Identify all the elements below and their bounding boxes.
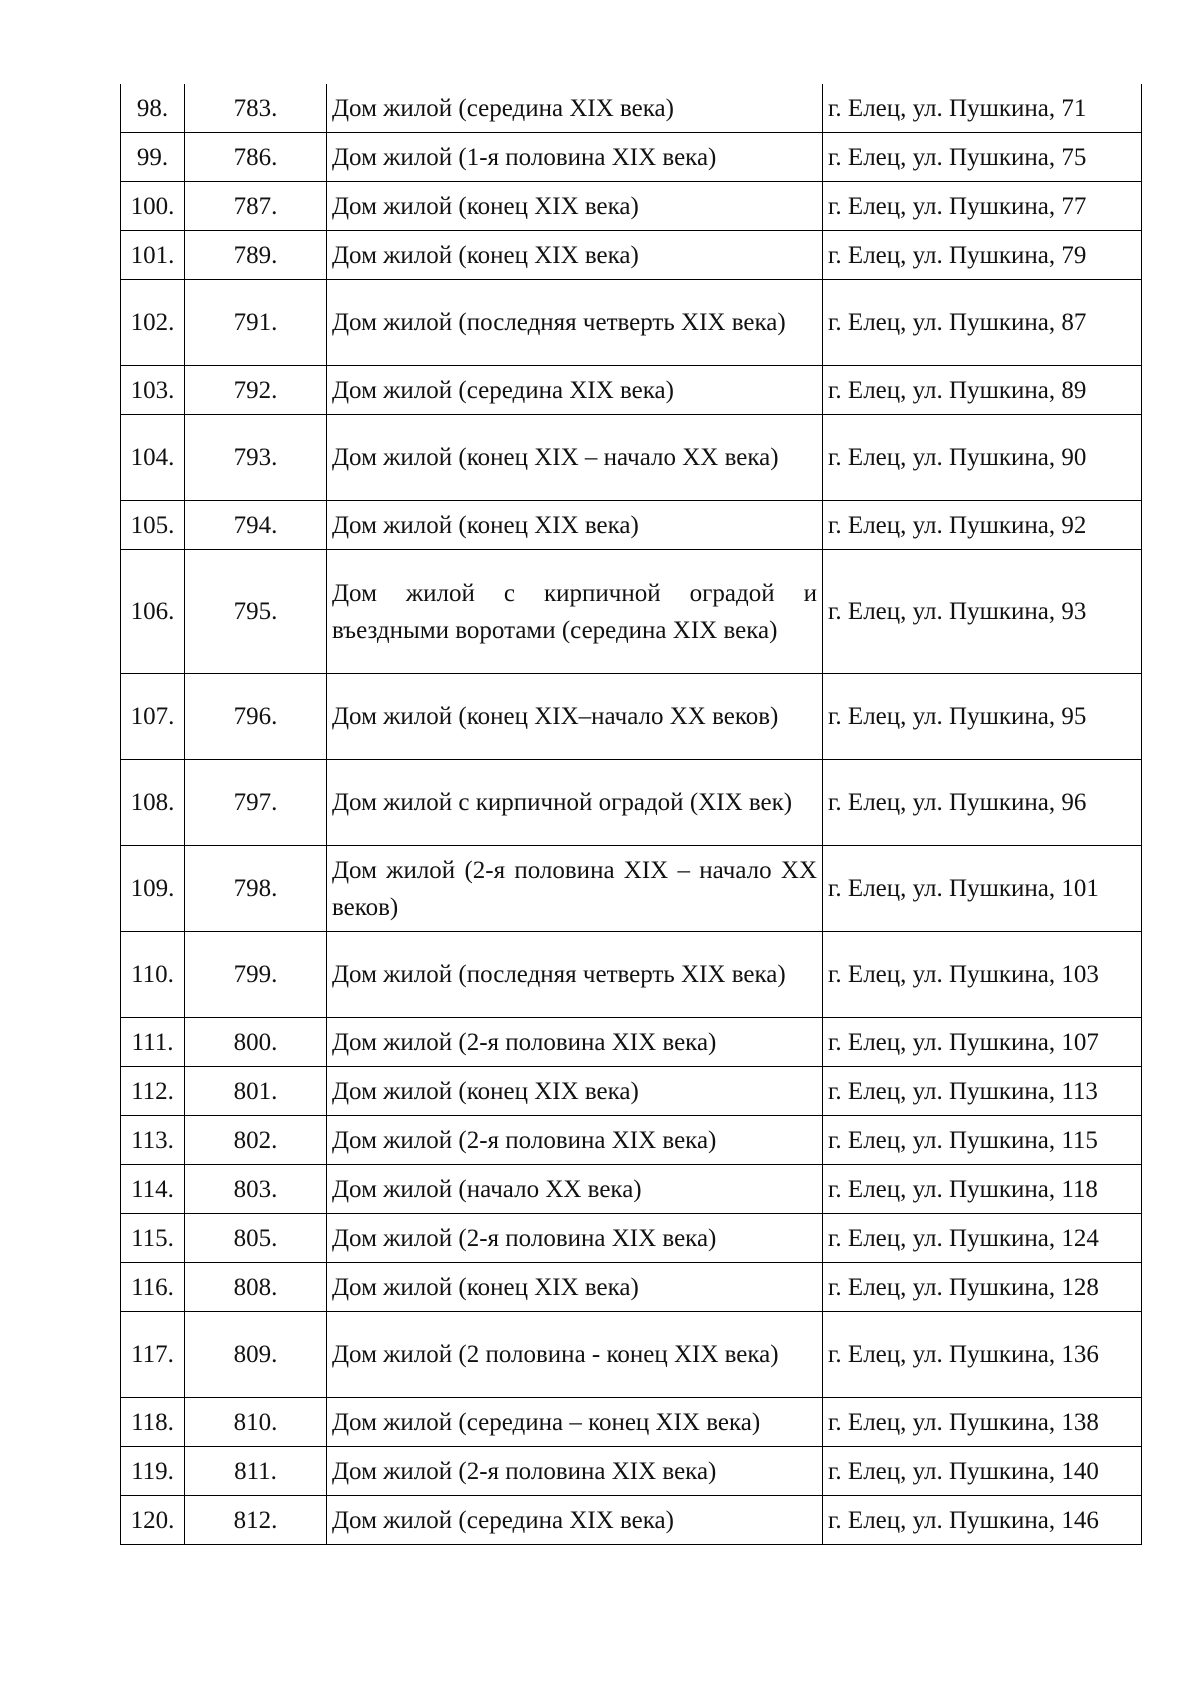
table-row xyxy=(121,1018,1142,1067)
object-name: Дом жилой с кирпичной оградой и въездными воротами (середина XIX века) xyxy=(327,550,823,674)
row-number: 100. xyxy=(121,182,185,231)
row-number: 105. xyxy=(121,501,185,550)
row-number: 109. xyxy=(121,846,185,932)
row-number: 114. xyxy=(121,1165,185,1214)
object-address: г. Елец, ул. Пушкина, 136 xyxy=(823,1312,1142,1398)
row-number: 108. xyxy=(121,760,185,846)
object-name: Дом жилой (середина XIX века) xyxy=(327,84,823,133)
row-number: 120. xyxy=(121,1496,185,1545)
row-number: 115. xyxy=(121,1214,185,1263)
object-name: Дом жилой (конец XIX – начало XX века) xyxy=(327,415,823,501)
object-address: г. Елец, ул. Пушкина, 101 xyxy=(823,846,1142,932)
object-name: Дом жилой (1-я половина XIX века) xyxy=(327,133,823,182)
registry-number: 797. xyxy=(185,760,327,846)
object-address: г. Елец, ул. Пушкина, 124 xyxy=(823,1214,1142,1263)
registry-number: 787. xyxy=(185,182,327,231)
row-number: 118. xyxy=(121,1398,185,1447)
object-name: Дом жилой с кирпичной оградой (XIX век) xyxy=(327,760,823,846)
registry-number: 783. xyxy=(185,84,327,133)
registry-number: 805. xyxy=(185,1214,327,1263)
object-address: г. Елец, ул. Пушкина, 140 xyxy=(823,1447,1142,1496)
object-address: г. Елец, ул. Пушкина, 92 xyxy=(823,501,1142,550)
object-name: Дом жилой (2-я половина XIX века) xyxy=(327,1116,823,1165)
object-name: Дом жилой (последняя четверть XIX века) xyxy=(327,932,823,1018)
table-row xyxy=(121,280,1142,366)
object-name: Дом жилой (2 половина - конец XIX века) xyxy=(327,1312,823,1398)
registry-number: 789. xyxy=(185,231,327,280)
registry-number: 791. xyxy=(185,280,327,366)
table-row xyxy=(121,231,1142,280)
object-name: Дом жилой (2-я половина XIX века) xyxy=(327,1214,823,1263)
object-address: г. Елец, ул. Пушкина, 89 xyxy=(823,366,1142,415)
registry-number: 798. xyxy=(185,846,327,932)
table-row xyxy=(121,1496,1142,1545)
table-row xyxy=(121,1263,1142,1312)
object-name: Дом жилой (конец XIX века) xyxy=(327,182,823,231)
object-name: Дом жилой (середина XIX века) xyxy=(327,1496,823,1545)
object-address: г. Елец, ул. Пушкина, 75 xyxy=(823,133,1142,182)
object-name: Дом жилой (2-я половина XIX – начало XX веков) xyxy=(327,846,823,932)
row-number: 99. xyxy=(121,133,185,182)
registry-number: 801. xyxy=(185,1067,327,1116)
object-name: Дом жилой (конец XIX века) xyxy=(327,1067,823,1116)
object-address: г. Елец, ул. Пушкина, 128 xyxy=(823,1263,1142,1312)
table-row xyxy=(121,846,1142,932)
object-name: Дом жилой (последняя четверть XIX века) xyxy=(327,280,823,366)
object-name: Дом жилой (середина XIX века) xyxy=(327,366,823,415)
row-number: 112. xyxy=(121,1067,185,1116)
object-address: г. Елец, ул. Пушкина, 146 xyxy=(823,1496,1142,1545)
table-row xyxy=(121,182,1142,231)
row-number: 116. xyxy=(121,1263,185,1312)
row-number: 110. xyxy=(121,932,185,1018)
row-number: 101. xyxy=(121,231,185,280)
table-row xyxy=(121,501,1142,550)
row-number: 111. xyxy=(121,1018,185,1067)
row-number: 107. xyxy=(121,674,185,760)
table-row xyxy=(121,133,1142,182)
row-number: 102. xyxy=(121,280,185,366)
table-row xyxy=(121,1398,1142,1447)
registry-number: 800. xyxy=(185,1018,327,1067)
object-address: г. Елец, ул. Пушкина, 79 xyxy=(823,231,1142,280)
object-name: Дом жилой (2-я половина XIX века) xyxy=(327,1447,823,1496)
table-row xyxy=(121,415,1142,501)
row-number: 98. xyxy=(121,84,185,133)
table-row xyxy=(121,932,1142,1018)
registry-number: 794. xyxy=(185,501,327,550)
table-row xyxy=(121,1214,1142,1263)
table-row xyxy=(121,1165,1142,1214)
registry-number: 786. xyxy=(185,133,327,182)
registry-number: 799. xyxy=(185,932,327,1018)
object-name: Дом жилой (конец XIX века) xyxy=(327,1263,823,1312)
registry-number: 812. xyxy=(185,1496,327,1545)
object-name: Дом жилой (конец XIX века) xyxy=(327,231,823,280)
row-number: 104. xyxy=(121,415,185,501)
table-row xyxy=(121,1312,1142,1398)
object-name: Дом жилой (конец XIX века) xyxy=(327,501,823,550)
object-address: г. Елец, ул. Пушкина, 93 xyxy=(823,550,1142,674)
object-address: г. Елец, ул. Пушкина, 77 xyxy=(823,182,1142,231)
object-address: г. Елец, ул. Пушкина, 115 xyxy=(823,1116,1142,1165)
registry-number: 802. xyxy=(185,1116,327,1165)
object-address: г. Елец, ул. Пушкина, 103 xyxy=(823,932,1142,1018)
registry-number: 809. xyxy=(185,1312,327,1398)
object-address: г. Елец, ул. Пушкина, 107 xyxy=(823,1018,1142,1067)
table-row xyxy=(121,1067,1142,1116)
object-address: г. Елец, ул. Пушкина, 87 xyxy=(823,280,1142,366)
registry-number: 803. xyxy=(185,1165,327,1214)
row-number: 106. xyxy=(121,550,185,674)
row-number: 103. xyxy=(121,366,185,415)
object-name: Дом жилой (начало XX века) xyxy=(327,1165,823,1214)
table-row xyxy=(121,674,1142,760)
table-row xyxy=(121,550,1142,674)
heritage-objects-table xyxy=(120,84,1142,1545)
object-name: Дом жилой (2-я половина XIX века) xyxy=(327,1018,823,1067)
table-body xyxy=(121,84,1142,1545)
row-number: 113. xyxy=(121,1116,185,1165)
object-address: г. Елец, ул. Пушкина, 95 xyxy=(823,674,1142,760)
table-row xyxy=(121,84,1142,133)
table-row xyxy=(121,1116,1142,1165)
object-name: Дом жилой (середина – конец XIX века) xyxy=(327,1398,823,1447)
registry-number: 810. xyxy=(185,1398,327,1447)
registry-number: 793. xyxy=(185,415,327,501)
registry-number: 795. xyxy=(185,550,327,674)
row-number: 117. xyxy=(121,1312,185,1398)
registry-number: 796. xyxy=(185,674,327,760)
object-address: г. Елец, ул. Пушкина, 118 xyxy=(823,1165,1142,1214)
object-address: г. Елец, ул. Пушкина, 71 xyxy=(823,84,1142,133)
object-address: г. Елец, ул. Пушкина, 90 xyxy=(823,415,1142,501)
table-row xyxy=(121,366,1142,415)
registry-number: 792. xyxy=(185,366,327,415)
object-name: Дом жилой (конец XIX–начало XX веков) xyxy=(327,674,823,760)
object-address: г. Елец, ул. Пушкина, 96 xyxy=(823,760,1142,846)
table-row xyxy=(121,1447,1142,1496)
table-row xyxy=(121,760,1142,846)
object-address: г. Елец, ул. Пушкина, 138 xyxy=(823,1398,1142,1447)
registry-number: 811. xyxy=(185,1447,327,1496)
row-number: 119. xyxy=(121,1447,185,1496)
registry-number: 808. xyxy=(185,1263,327,1312)
object-address: г. Елец, ул. Пушкина, 113 xyxy=(823,1067,1142,1116)
